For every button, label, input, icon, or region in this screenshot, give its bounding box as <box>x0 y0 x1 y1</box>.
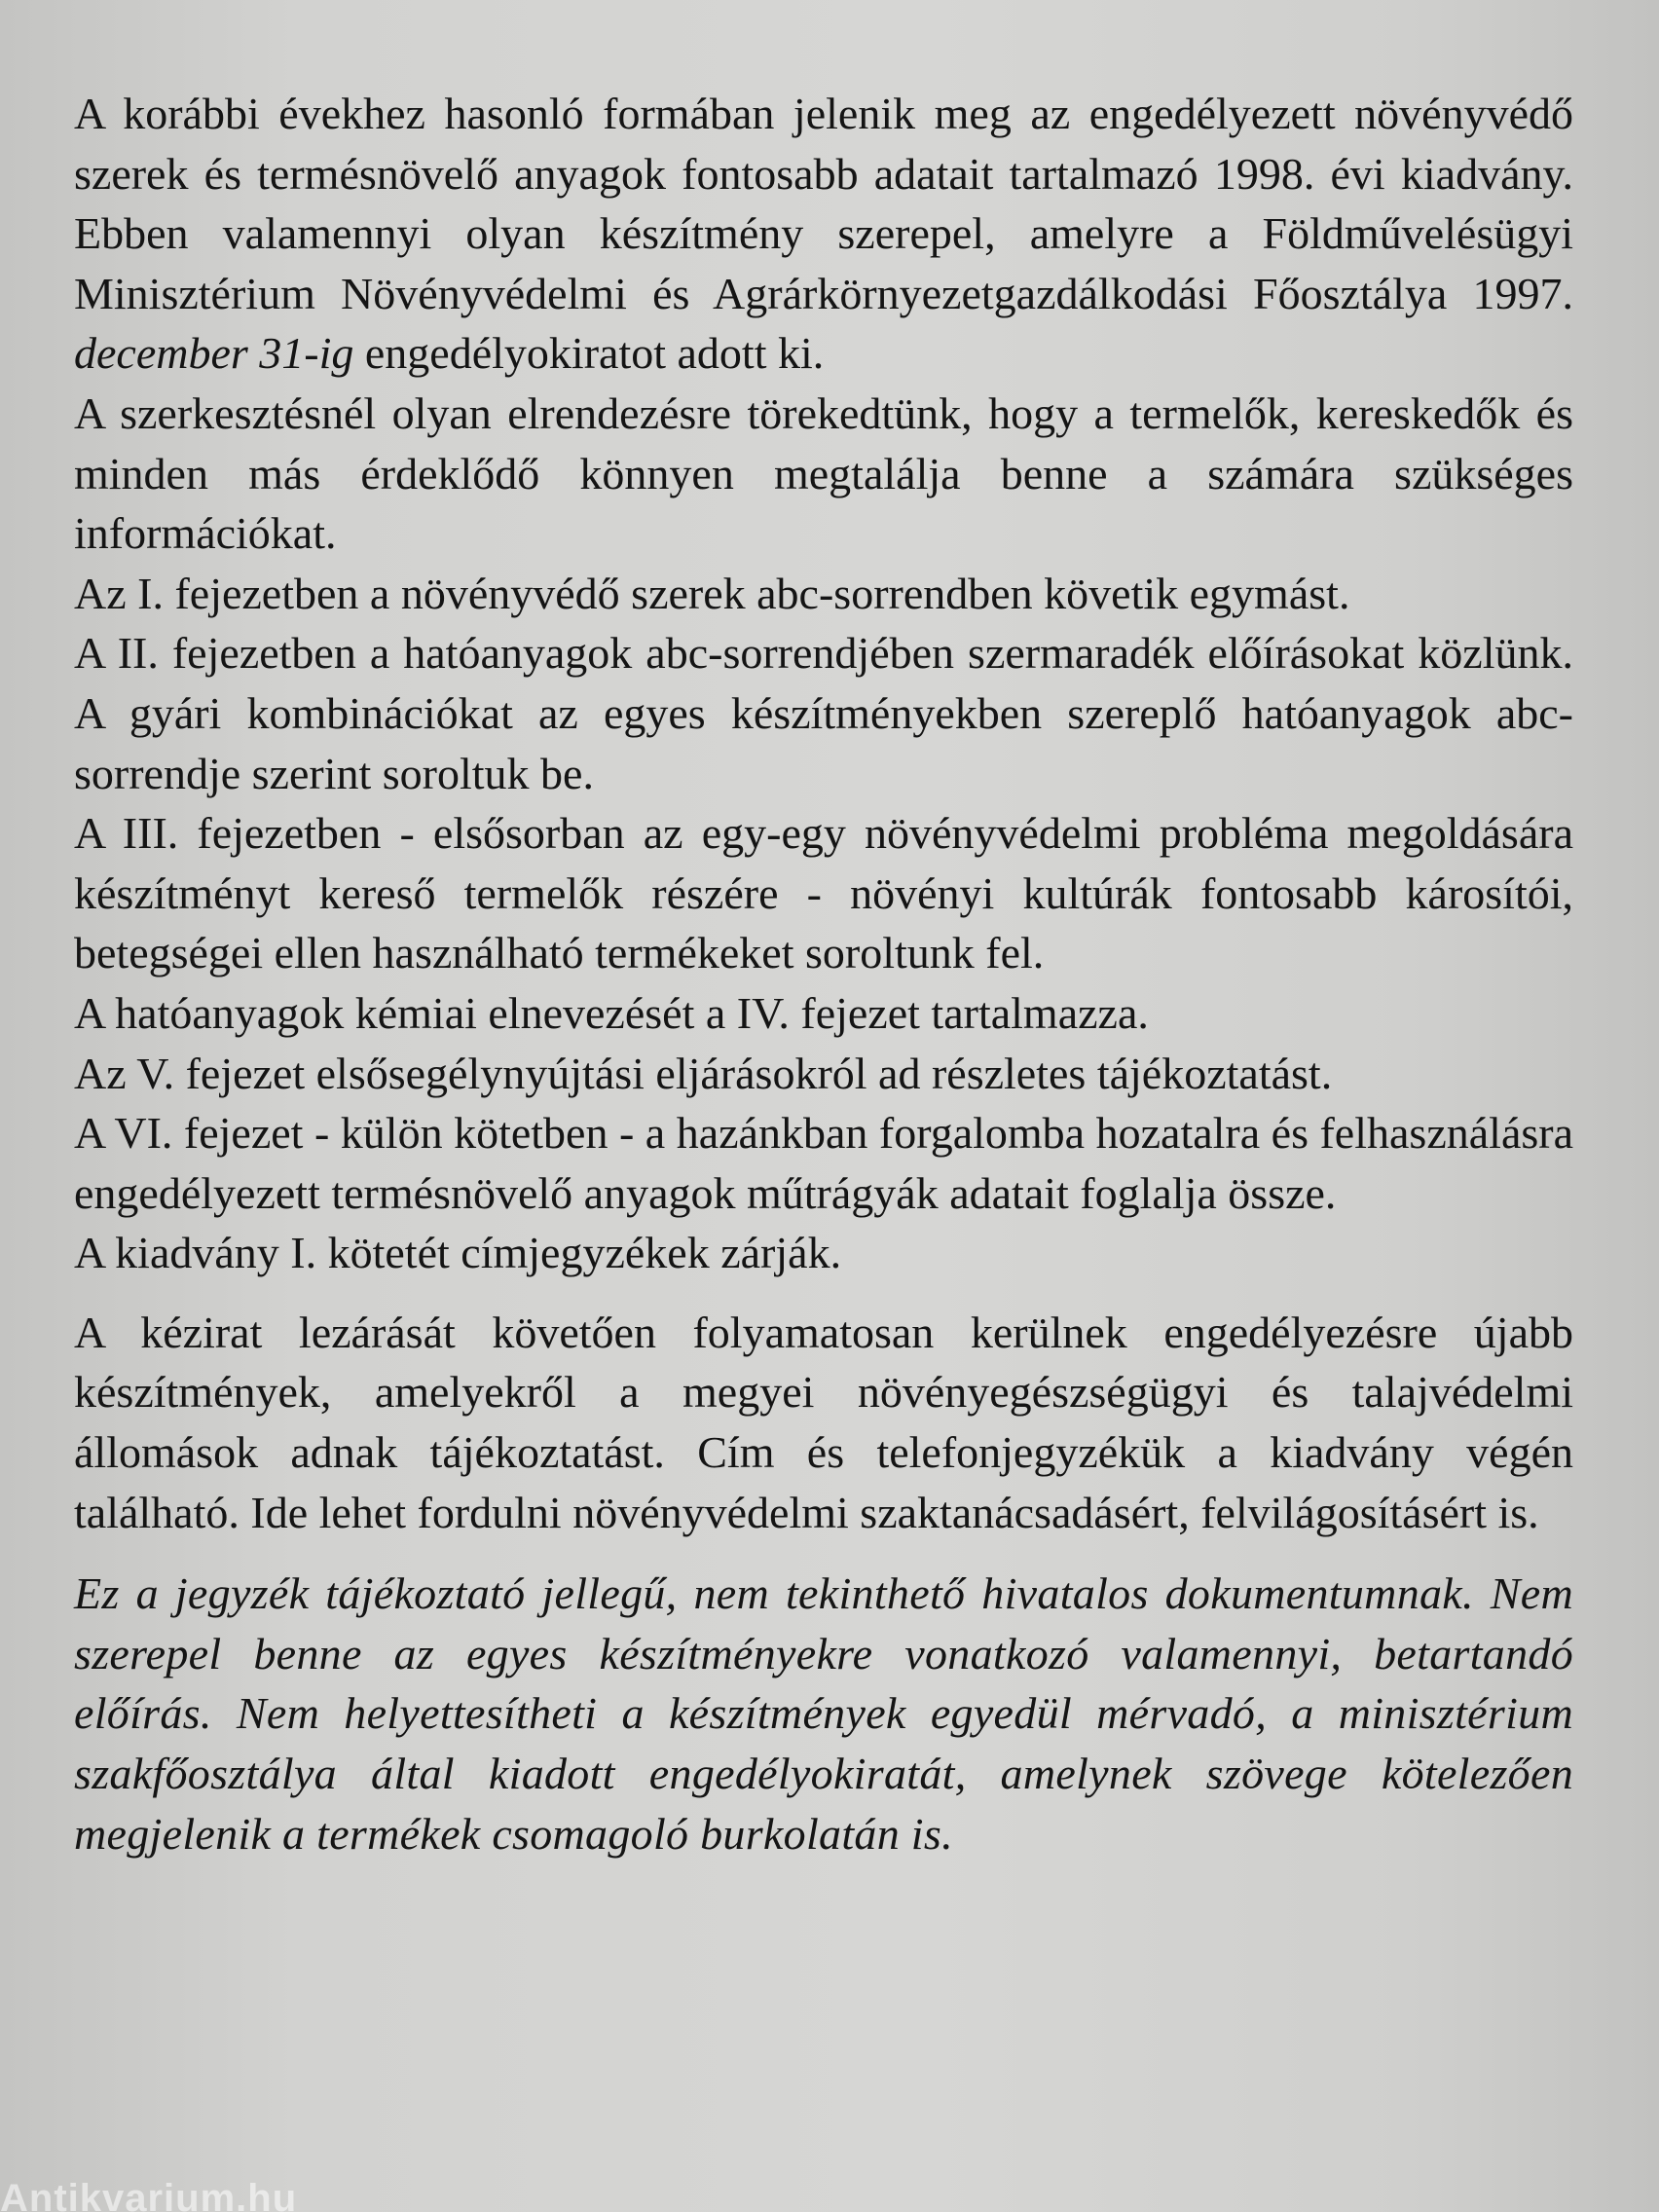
chapter-4-paragraph: A hatóanyagok kémiai elnevezését a IV. fejezet tartalmazza. <box>74 987 1149 1038</box>
manuscript-paragraph: A kézirat lezárását követően folyamatosan kerülnek engedélyezésre újabb készítmények, amelyekről a megyei növényegészségügyi és talajvédelmi állomások adnak tájékoztatást. Cím és telefonjegyzékük a kiadvány végén található. Ide lehet fordulni növényvédelmi szaktanácsadásért, felvilágosításért is. <box>74 1307 1573 1537</box>
chapter-5-paragraph: Az V. fejezet elsősegélynyújtási eljárásokról ad részletes tájékoztatást. <box>74 1048 1333 1098</box>
chapter-1-paragraph: Az I. fejezetben a növényvédő szerek abc-sorrendben követik egymást. <box>74 568 1350 618</box>
document-body <box>74 84 1573 1863</box>
watermark-text: Antikvarium.hu <box>0 2177 298 2212</box>
chapter-3-paragraph: A III. fejezetben - elsősorban az egy-egy növényvédelmi probléma megoldására készítményt kereső termelők részére - növényi kultúrák fontosabb károsítói, betegségei ellen használható termékeket soroltunk fel. <box>74 808 1573 978</box>
chapter-6-paragraph: A VI. fejezet - külön kötetben - a hazánkban forgalomba hozatalra és felhasználásra engedélyezett termésnövelő anyagok műtrágyák adatait foglalja össze. <box>74 1108 1573 1218</box>
intro-text: A korábbi évekhez hasonló formában jelenik meg az engedélyezett növényvédő szerek és termésnövelő anyagok fontosabb adatait tartalmazó 1998. évi kiadvány. Ebben valamennyi olyan készítmény szerepel, amelyre a Földművelésügyi Minisztérium Növényvédelmi és Agrárkörnyezetgazdálkodási Főosztálya 1997. <box>74 89 1573 318</box>
intro-text-end: engedélyokiratot adott ki. <box>364 328 825 379</box>
disclaimer-paragraph: Ez a jegyzék tájékoztató jellegű, nem tekinthető hivatalos dokumentumnak. Nem szerepel benne az egyes készítményekre vonatkozó valamennyi, betartandó előírás. Nem helyettesítheti a készítmények egyedül mérvadó, a minisztérium szakfőosztálya által kiadott engedélyokiratát, amelynek szövege kötelezően megjelenik a termékek csomagoló burkolatán is. <box>74 1568 1573 1859</box>
intro-date-italic: december 31-ig <box>74 328 354 379</box>
chapter-2-paragraph: A II. fejezetben a hatóanyagok abc-sorrendjében szermaradék előírásokat közlünk. A gyári kombinációkat az egyes készítményekben szereplő hatóanyagok abc-sorrendje szerint soroltuk be. <box>74 628 1573 798</box>
editing-paragraph: A szerkesztésnél olyan elrendezésre törekedtünk, hogy a termelők, kereskedők és minden más érdeklődő könnyen megtalálja benne a számára szükséges információkat. <box>74 387 1573 559</box>
index-paragraph: A kiadvány I. kötetét címjegyzékek zárják. <box>74 1228 842 1278</box>
intro-paragraph <box>74 84 1573 384</box>
